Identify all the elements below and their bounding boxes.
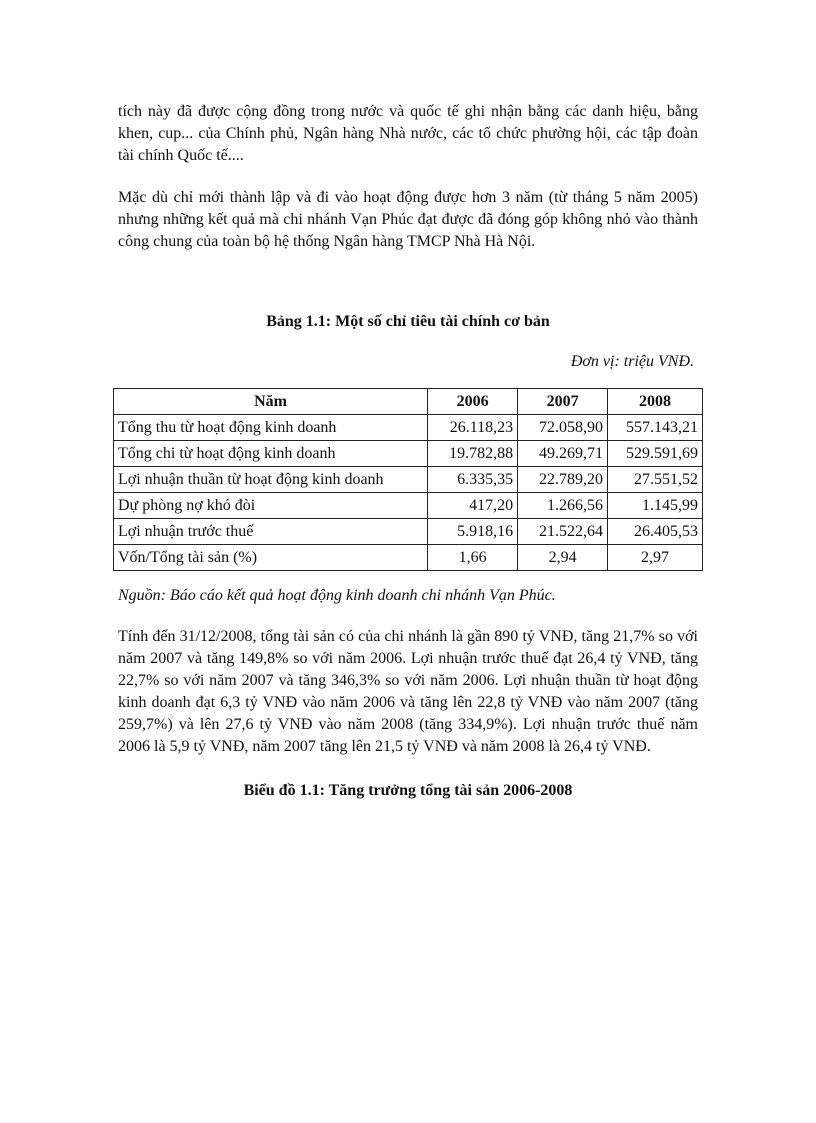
cell-2007: 72.058,90 [518, 415, 608, 441]
table-row [114, 519, 703, 545]
cell-2007: 22.789,20 [518, 467, 608, 493]
table-row [114, 545, 703, 571]
row-label: Tổng chi từ hoạt động kinh doanh [114, 441, 428, 467]
table-row [114, 467, 703, 493]
cell-2007: 49.269,71 [518, 441, 608, 467]
paragraph-intro: tích này đã được cộng đồng trong nước và quốc tế ghi nhận bằng các danh hiệu, bằng khen, cup... của Chính phủ, Ngân hàng Nhà nước, các tổ chức phường hội, các tập đoàn tài chính Quốc tế.... [118, 103, 698, 164]
cell-2006: 417,20 [428, 493, 518, 519]
financial-indicators-table [113, 388, 703, 571]
row-label: Dự phòng nợ khó đòi [114, 493, 428, 519]
document-page [118, 101, 698, 802]
table-row [114, 415, 703, 441]
row-label: Tổng thu từ hoạt động kinh doanh [114, 415, 428, 441]
table-row [114, 441, 703, 467]
paragraph-achievements: Mặc dù chỉ mới thành lập và đi vào hoạt động được hơn 3 năm (từ tháng 5 năm 2005) nhưng những kết quả mà chi nhánh Vạn Phúc đạt được đã đóng góp không nhỏ vào thành công chung của toàn bộ hệ thống Ngân hàng TMCP Nhà Hà Nội. [118, 189, 698, 250]
cell-2008: 27.551,52 [608, 467, 703, 493]
table-row [114, 493, 703, 519]
cell-2006: 1,66 [428, 545, 518, 571]
cell-2006: 19.782,88 [428, 441, 518, 467]
cell-2008: 1.145,99 [608, 493, 703, 519]
cell-2006: 5.918,16 [428, 519, 518, 545]
header-2006: 2006 [428, 389, 518, 415]
cell-2007: 1.266,56 [518, 493, 608, 519]
table-source-note: Nguồn: Báo cáo kết quả hoạt động kinh doanh chi nhánh Vạn Phúc. [118, 587, 556, 604]
row-label: Lợi nhuận trước thuế [114, 519, 428, 545]
chart-title: Biểu đồ 1.1: Tăng trưởng tổng tài sản 2006-2008 [243, 782, 573, 799]
header-2007: 2007 [518, 389, 608, 415]
cell-2008: 529.591,69 [608, 441, 703, 467]
cell-2006: 6.335,35 [428, 467, 518, 493]
cell-2007: 2,94 [518, 545, 608, 571]
table-title: Bảng 1.1: Một số chỉ tiêu tài chính cơ bản [266, 313, 550, 330]
cell-2008: 557.143,21 [608, 415, 703, 441]
table-unit: Đơn vị: triệu VNĐ. [570, 353, 694, 370]
row-label: Lợi nhuận thuần từ hoạt động kinh doanh [114, 467, 428, 493]
paragraph-analysis: Tính đến 31/12/2008, tổng tài sản có của chi nhánh là gần 890 tỷ VNĐ, tăng 21,7% so với năm 2007 và tăng 149,8% so với năm 2006. Lợi nhuận trước thuế đạt 26,4 tỷ VNĐ, tăng 22,7% so với năm 2007 và tăng 346,3% so với năm 2006. Lợi nhuận thuần từ hoạt động kinh doanh đạt 6,3 tỷ VNĐ vào năm 2006 và tăng lên 22,8 tỷ VNĐ vào năm 2007 (tăng 259,7%) và lên 27,6 tỷ VNĐ vào năm 2008 (tăng 334,9%). Lợi nhuận trước thuế năm 2006 là 5,9 tỷ VNĐ, năm 2007 tăng lên 21,5 tỷ VNĐ và năm 2008 là 26,4 tỷ VNĐ. [118, 628, 698, 755]
header-2008: 2008 [608, 389, 703, 415]
cell-2008: 2,97 [608, 545, 703, 571]
cell-2006: 26.118,23 [428, 415, 518, 441]
header-year-label: Năm [114, 389, 428, 415]
row-label: Vốn/Tổng tài sản (%) [114, 545, 428, 571]
cell-2007: 21.522,64 [518, 519, 608, 545]
cell-2008: 26.405,53 [608, 519, 703, 545]
table-header-row [114, 389, 703, 415]
